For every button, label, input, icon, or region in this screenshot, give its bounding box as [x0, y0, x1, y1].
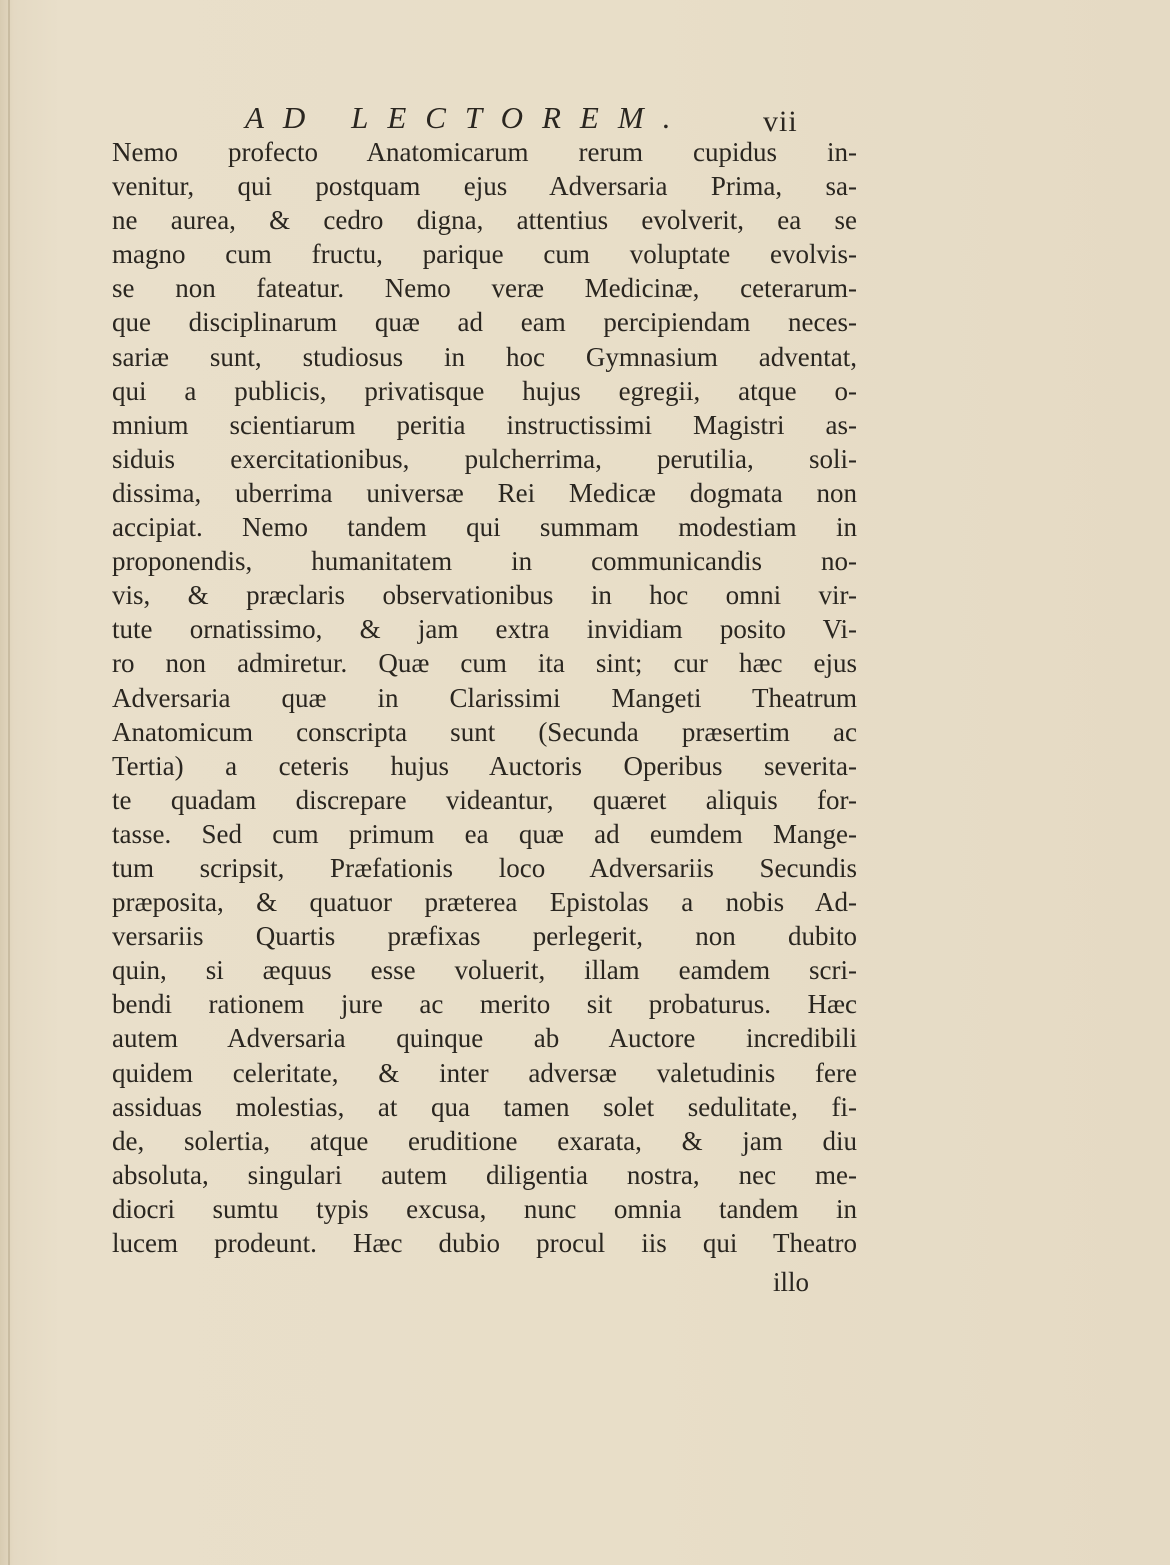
- text-line: quin, si æquus esse voluerit, illam eamdem scri-: [112, 955, 857, 986]
- text-line: lucem prodeunt. Hæc dubio procul iis qui Theatro: [112, 1228, 857, 1258]
- text-line: absoluta, singulari autem diligentia nostra, nec me-: [112, 1159, 857, 1190]
- text-line: qui a publicis, privatisque hujus egregii, atque o-: [112, 375, 857, 406]
- text-line: se non fateatur. Nemo veræ Medicinæ, ceterarum-: [112, 273, 857, 304]
- text-line: tasse. Sed cum primum ea quæ ad eumdem Mange-: [112, 818, 857, 849]
- text-line: accipiat. Nemo tandem qui summam modestiam in: [112, 512, 857, 543]
- text-line: quidem celeritate, & inter adversæ valetudinis fere: [112, 1057, 857, 1088]
- text-line: tum scripsit, Præfationis loco Adversariis Secundis: [112, 852, 857, 883]
- text-line: Adversaria quæ in Clarissimi Mangeti Theatrum: [112, 682, 857, 713]
- text-line: versariis Quartis præfixas perlegerit, non dubito: [112, 921, 857, 952]
- text-line: dissima, uberrima universæ Rei Medicæ dogmata non: [112, 477, 857, 508]
- text-line: vis, & præclaris observationibus in hoc omni vir-: [112, 580, 857, 611]
- text-line: Tertia) a ceteris hujus Auctoris Operibus severita-: [112, 750, 857, 781]
- text-line: diocri sumtu typis excusa, nunc omnia tandem in: [112, 1193, 857, 1224]
- text-line: ne aurea, & cedro digna, attentius evolverit, ea se: [112, 205, 857, 236]
- text-line: sariæ sunt, studiosus in hoc Gymnasium adventat,: [112, 341, 857, 372]
- text-line: magno cum fructu, parique cum voluptate evolvis-: [112, 239, 857, 270]
- text-line: Anatomicum conscripta sunt (Secunda præsertim ac: [112, 716, 857, 747]
- text-line: que disciplinarum quæ ad eam percipiendam neces-: [112, 307, 857, 338]
- text-line: ro non admiretur. Quæ cum ita sint; cur hæc ejus: [112, 648, 857, 679]
- text-line: tute ornatissimo, & jam extra invidiam posito Vi-: [112, 614, 857, 645]
- text-line: præposita, & quatuor præterea Epistolas a nobis Ad-: [112, 887, 857, 918]
- text-line: de, solertia, atque eruditione exarata, & jam diu: [112, 1125, 857, 1156]
- text-line: proponendis, humanitatem in communicandis no-: [112, 546, 857, 577]
- page-header: [245, 96, 845, 140]
- page-gutter: [8, 0, 10, 1565]
- text-line: siduis exercitationibus, pulcherrima, perutilia, soli-: [112, 443, 857, 474]
- text-line: bendi rationem jure ac merito sit probaturus. Hæc: [112, 989, 857, 1020]
- text-line: venitur, qui postquam ejus Adversaria Prima, sa-: [112, 171, 857, 202]
- text-line: autem Adversaria quinque ab Auctore incredibili: [112, 1023, 857, 1054]
- running-head: AD LECTOREM.: [245, 100, 690, 135]
- page-number: vii: [763, 105, 798, 138]
- text-line: assiduas molestias, at qua tamen solet sedulitate, fi-: [112, 1091, 857, 1122]
- text-line: te quadam discrepare videantur, quæret aliquis for-: [112, 784, 857, 815]
- body-text: [112, 135, 857, 1260]
- catchword: illo: [773, 1267, 810, 1297]
- text-line: mnium scientiarum peritia instructissimi Magistri as-: [112, 409, 857, 440]
- text-line: Nemo profecto Anatomicarum rerum cupidus in-: [112, 137, 857, 167]
